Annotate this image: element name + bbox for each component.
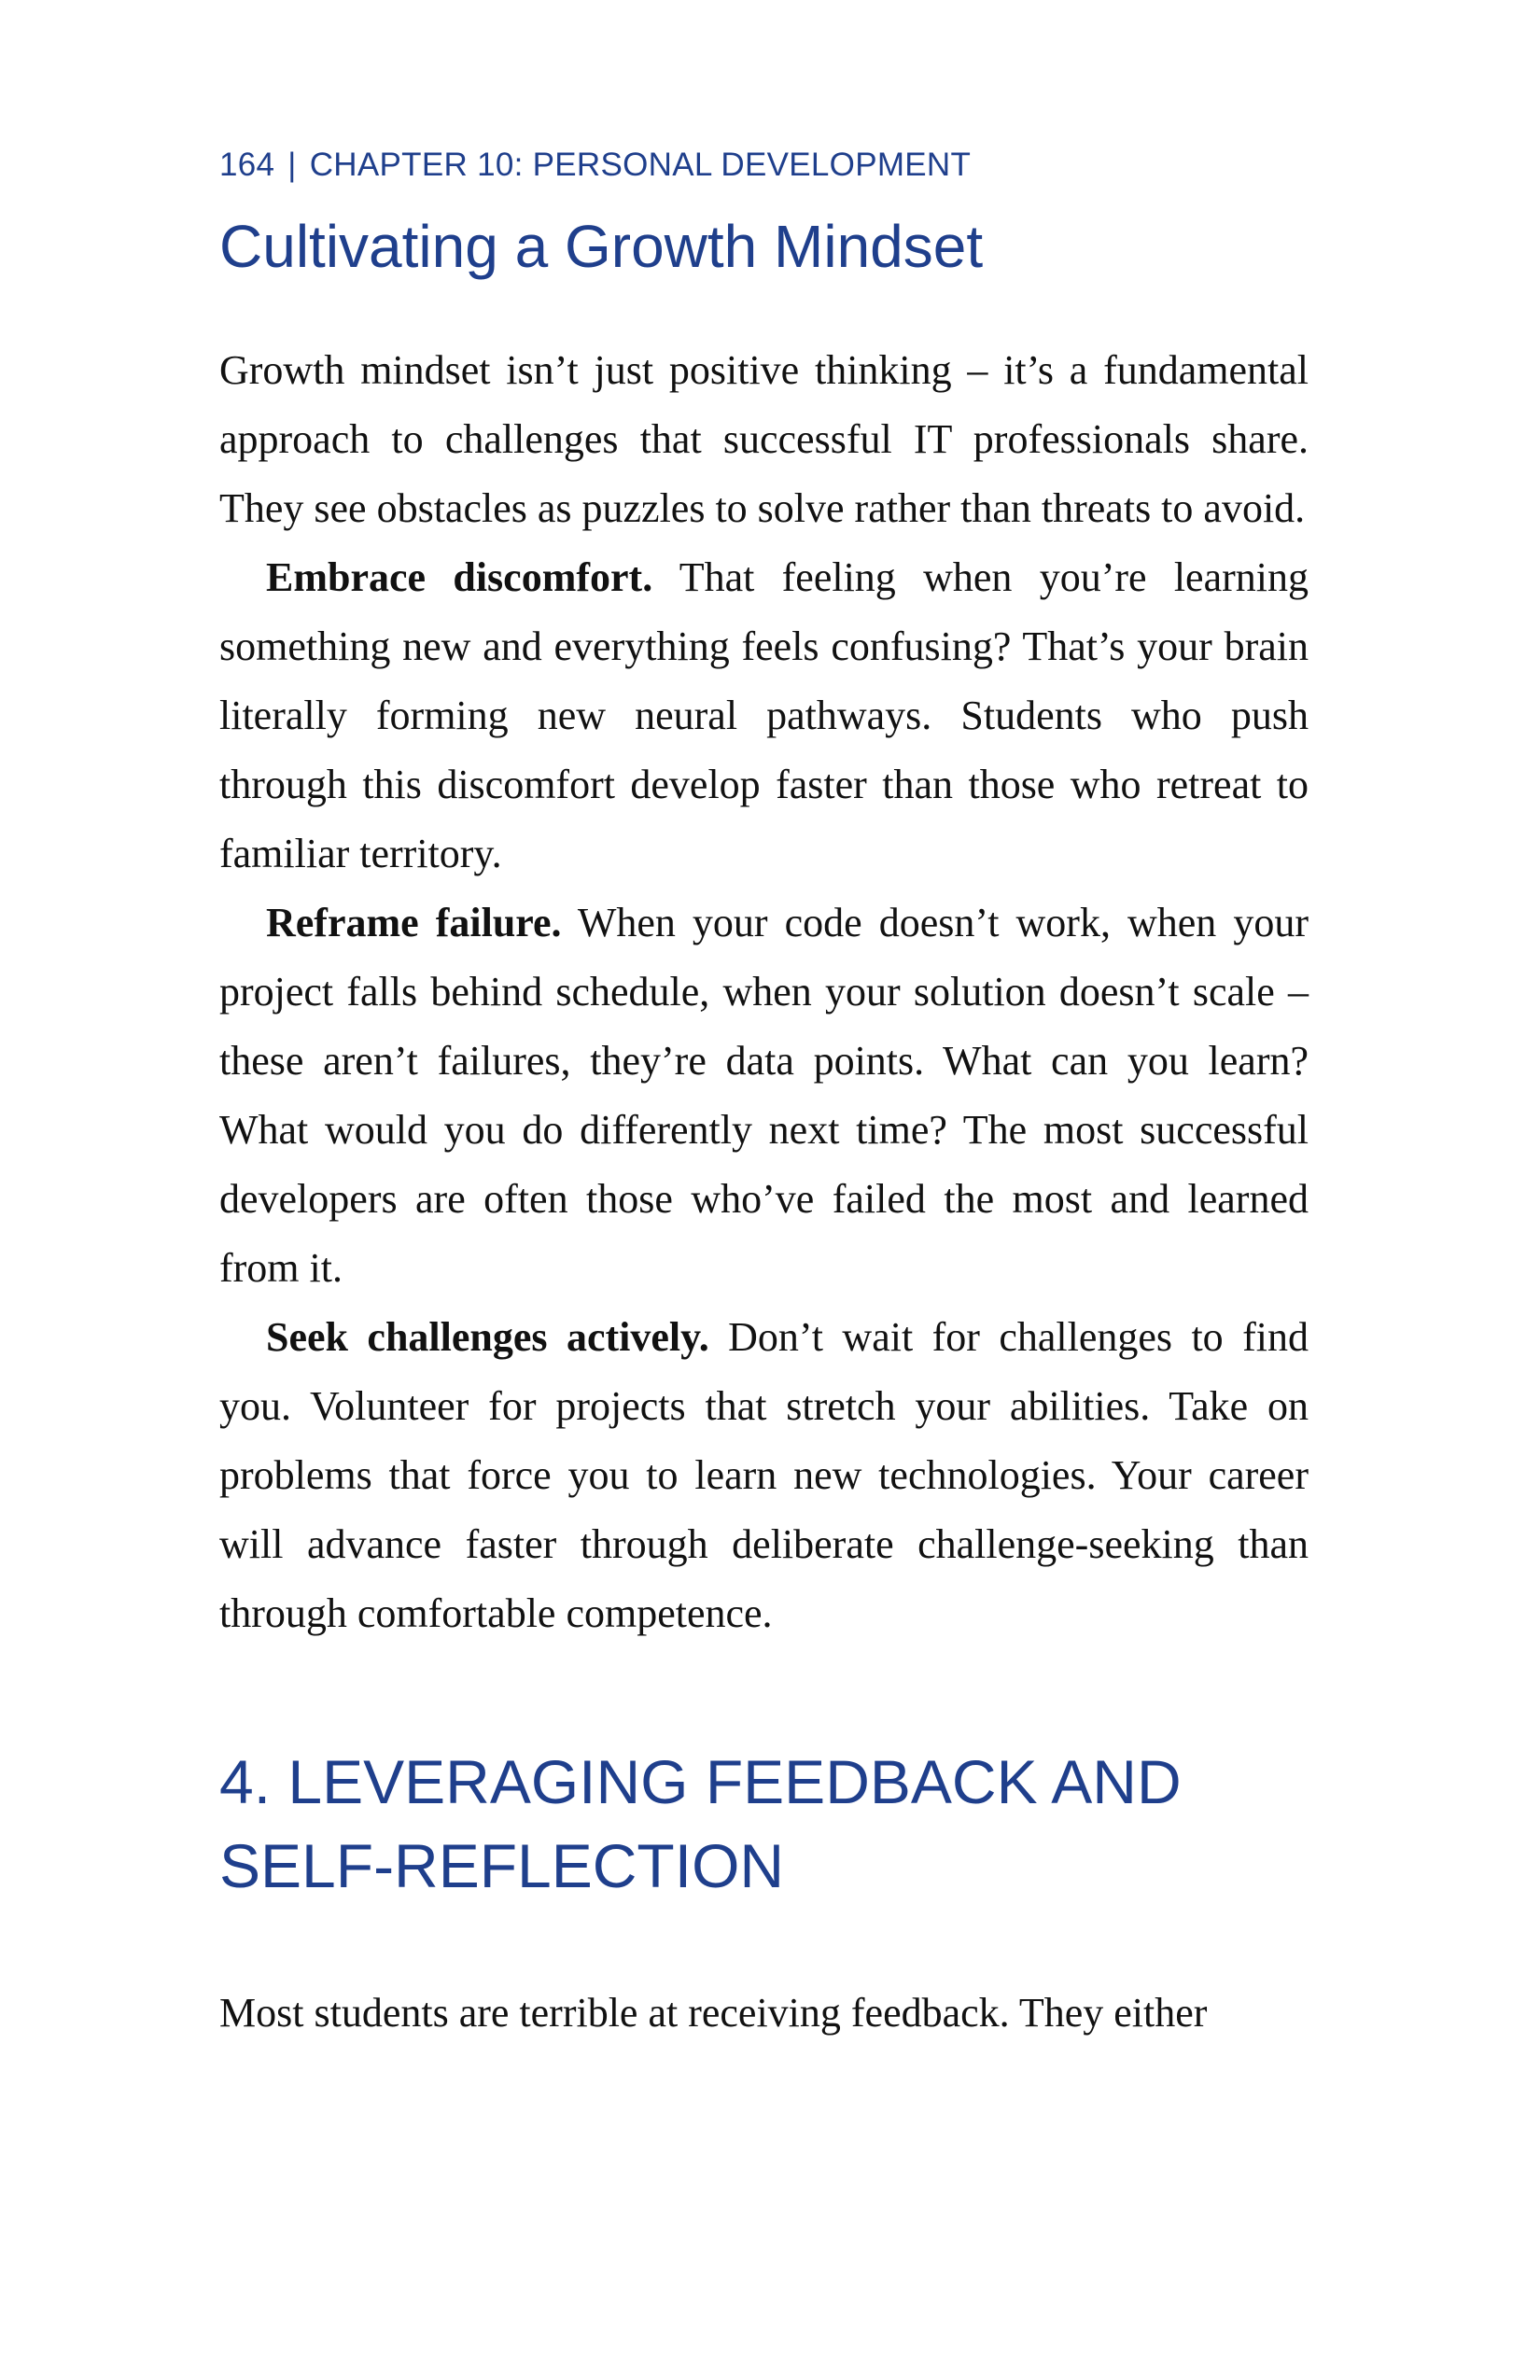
page-number: 164 [219,147,275,183]
chapter-title: CHAPTER 10: PERSONAL DEVELOPMENT [309,147,972,183]
closing-paragraph: Most students are terrible at receiving feedback. They either [219,1990,1208,2036]
running-header [219,140,1309,190]
section-title: Cultivating a Growth Mindset [219,213,984,280]
paragraph-lead: Reframe failure. [266,900,562,945]
paragraph-reframe-failure [219,889,1309,1303]
paragraph-embrace-discomfort [219,543,1309,889]
paragraph-text: Don’t wait for challenges to find you. Volunteer for projects that stretch your abilities. Take on problems that force you to learn new technologies. Your career will advance faster through deliberate challenge-seeking than through comfortable competence. [219,1314,1309,1636]
paragraph-lead: Embrace discomfort. [266,554,653,600]
paragraph-lead: Seek challenges actively. [266,1314,709,1360]
header-separator: | [287,147,297,183]
intro-paragraph: Growth mindset isn’t just positive thinking – it’s a fundamental approach to challenges that successful IT professionals share. They see obstacles as puzzles to solve rather than threats to avoid. [219,347,1309,531]
paragraph-seek-challenges [219,1303,1309,1648]
paragraph-text: When your code doesn’t work, when your project falls behind schedule, when your solution doesn’t scale – these aren’t failures, they’re data points. What can you learn? What would you do differently next time? The most successful developers are often those who’ve failed the most and learned from it. [219,900,1309,1291]
chapter-heading: 4. LEVERAGING FEEDBACK AND SELF-REFLECTION [219,1747,1182,1900]
paragraph-text: That feeling when you’re learning something new and everything feels confusing? That’s your brain literally forming new neural pathways. Students who push through this discomfort develop faster than those who retreat to familiar territory. [219,554,1309,876]
book-page [219,140,1309,2048]
